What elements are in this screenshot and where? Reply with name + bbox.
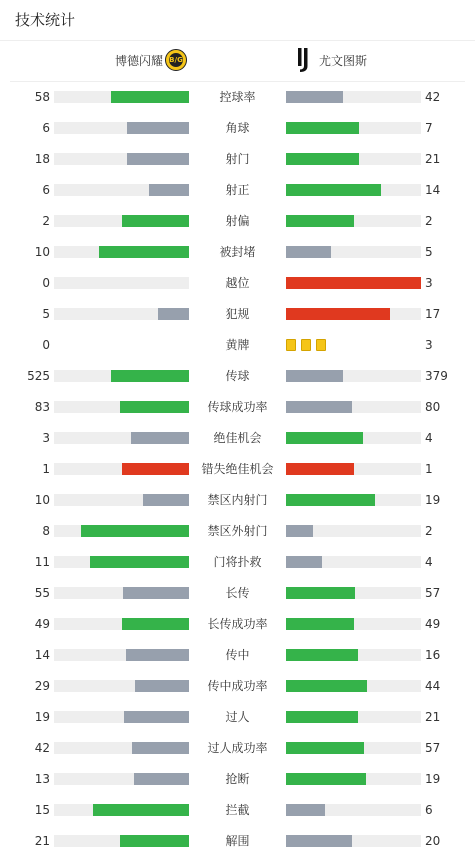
away-stat-bar bbox=[286, 773, 366, 785]
away-stat-bar bbox=[286, 432, 363, 444]
home-stat-bar bbox=[149, 184, 190, 196]
home-stat-bar-track bbox=[54, 215, 189, 227]
away-stat-value: 3 bbox=[425, 276, 433, 290]
stat-row bbox=[0, 392, 475, 423]
away-stat-value: 2 bbox=[425, 524, 433, 538]
home-stat-bar-track bbox=[54, 277, 189, 289]
away-stat-bar bbox=[286, 370, 343, 382]
away-stat-bar bbox=[286, 742, 364, 754]
home-stat-bar-track bbox=[54, 711, 189, 723]
away-stat-bar-track bbox=[286, 804, 421, 816]
away-stat-bar-track bbox=[286, 308, 421, 320]
away-stat-value: 6 bbox=[425, 803, 433, 817]
home-stat-bar bbox=[120, 401, 189, 413]
home-stat-bar bbox=[158, 308, 189, 320]
away-stat-bar-track bbox=[286, 742, 421, 754]
away-stat-value: 7 bbox=[425, 121, 433, 135]
home-stat-bar-track bbox=[54, 525, 189, 537]
stat-row bbox=[0, 516, 475, 547]
stat-row bbox=[0, 609, 475, 640]
stat-label: 抢断 bbox=[225, 772, 250, 786]
home-stat-value: 21 bbox=[34, 834, 50, 848]
away-team-logo-icon[interactable] bbox=[295, 47, 313, 73]
away-stat-value: 49 bbox=[425, 617, 441, 631]
stat-label: 射偏 bbox=[225, 214, 250, 228]
away-stat-bar bbox=[286, 308, 390, 320]
away-stat-bar-track bbox=[286, 680, 421, 692]
yellow-card-icon bbox=[316, 339, 326, 351]
home-stat-value: 525 bbox=[27, 369, 50, 383]
away-stat-bar bbox=[286, 246, 331, 258]
home-stat-bar bbox=[143, 494, 189, 506]
home-stat-bar-track bbox=[54, 494, 189, 506]
home-stat-value: 49 bbox=[34, 617, 50, 631]
away-stat-bar-track bbox=[286, 556, 421, 568]
home-stat-bar bbox=[124, 711, 189, 723]
home-stat-bar-track bbox=[54, 432, 189, 444]
stat-row bbox=[0, 423, 475, 454]
away-stat-bar-track bbox=[286, 277, 421, 289]
home-stat-bar-track bbox=[54, 556, 189, 568]
away-stat-value: 4 bbox=[425, 555, 433, 569]
home-stat-bar-track bbox=[54, 153, 189, 165]
home-stat-bar bbox=[120, 835, 189, 847]
home-stat-value: 6 bbox=[42, 183, 50, 197]
stat-label: 解围 bbox=[225, 834, 250, 848]
stat-row bbox=[0, 702, 475, 733]
home-stat-value: 83 bbox=[34, 400, 50, 414]
away-stat-value: 19 bbox=[425, 493, 441, 507]
stat-row bbox=[0, 640, 475, 671]
home-stat-value: 10 bbox=[34, 493, 50, 507]
home-stat-value: 19 bbox=[34, 710, 50, 724]
away-stat-value: 14 bbox=[425, 183, 441, 197]
away-stat-bar-track bbox=[286, 91, 421, 103]
stat-row bbox=[0, 361, 475, 392]
away-stat-bar bbox=[286, 277, 421, 289]
stat-row bbox=[0, 237, 475, 268]
stat-row bbox=[0, 175, 475, 206]
stat-label: 控球率 bbox=[219, 90, 256, 104]
home-stat-bar-track bbox=[54, 246, 189, 258]
stat-label: 传中成功率 bbox=[207, 679, 268, 693]
home-stat-bar-track bbox=[54, 742, 189, 754]
home-stat-value: 8 bbox=[42, 524, 50, 538]
stat-row bbox=[0, 795, 475, 826]
home-stat-bar bbox=[122, 618, 190, 630]
stat-row bbox=[0, 299, 475, 330]
away-stat-bar bbox=[286, 587, 355, 599]
away-stat-bar-track bbox=[286, 432, 421, 444]
home-stat-bar-track bbox=[54, 122, 189, 134]
home-stat-bar-track bbox=[54, 370, 189, 382]
stat-row bbox=[0, 113, 475, 144]
stat-row bbox=[0, 578, 475, 609]
home-stat-bar bbox=[122, 463, 190, 475]
away-stat-bar bbox=[286, 804, 325, 816]
stat-label: 禁区内射门 bbox=[207, 493, 268, 507]
away-cards bbox=[286, 339, 331, 351]
stat-row bbox=[0, 454, 475, 485]
home-stat-bar bbox=[127, 153, 189, 165]
home-stat-bar bbox=[111, 91, 189, 103]
home-stat-bar-track bbox=[54, 91, 189, 103]
stat-row bbox=[0, 547, 475, 578]
stat-label: 被封堵 bbox=[219, 245, 256, 259]
away-stat-bar bbox=[286, 556, 322, 568]
stat-label: 过人 bbox=[225, 710, 250, 724]
stat-row bbox=[0, 485, 475, 516]
stat-row bbox=[0, 82, 475, 113]
home-stat-value: 18 bbox=[34, 152, 50, 166]
away-stat-value: 379 bbox=[425, 369, 448, 383]
home-team-name[interactable]: 博德闪耀 bbox=[114, 54, 163, 68]
away-stat-value: 5 bbox=[425, 245, 433, 259]
home-stat-value: 15 bbox=[34, 803, 50, 817]
home-stat-value: 0 bbox=[42, 338, 50, 352]
stat-row bbox=[0, 206, 475, 237]
stat-label: 绝佳机会 bbox=[213, 431, 262, 445]
away-stat-value: 16 bbox=[425, 648, 441, 662]
home-stat-value: 0 bbox=[42, 276, 50, 290]
home-stat-bar-track bbox=[54, 835, 189, 847]
home-stat-value: 10 bbox=[34, 245, 50, 259]
home-stat-bar-track bbox=[54, 804, 189, 816]
stat-label: 传球 bbox=[225, 369, 250, 383]
stat-label: 拦截 bbox=[225, 803, 250, 817]
away-stat-bar-track bbox=[286, 401, 421, 413]
away-stat-bar-track bbox=[286, 618, 421, 630]
home-stat-bar bbox=[131, 432, 189, 444]
away-stat-value: 20 bbox=[425, 834, 441, 848]
home-stat-value: 29 bbox=[34, 679, 50, 693]
home-stat-value: 14 bbox=[34, 648, 50, 662]
away-stat-bar bbox=[286, 215, 354, 227]
stat-label: 黄牌 bbox=[225, 338, 250, 352]
away-stat-bar bbox=[286, 184, 381, 196]
away-stat-bar-track bbox=[286, 835, 421, 847]
home-stat-bar bbox=[135, 680, 189, 692]
stat-label: 射门 bbox=[225, 152, 250, 166]
stat-row bbox=[0, 144, 475, 175]
away-stat-value: 57 bbox=[425, 741, 441, 755]
home-stat-value: 11 bbox=[34, 555, 50, 569]
away-stat-bar-track bbox=[286, 153, 421, 165]
away-stat-value: 4 bbox=[425, 431, 433, 445]
away-stat-bar-track bbox=[286, 525, 421, 537]
away-stat-bar-track bbox=[286, 494, 421, 506]
home-stat-bar-track bbox=[54, 184, 189, 196]
home-stat-bar bbox=[126, 649, 189, 661]
home-stat-bar-track bbox=[54, 401, 189, 413]
home-stat-value: 1 bbox=[42, 462, 50, 476]
away-stat-value: 80 bbox=[425, 400, 441, 414]
away-stat-bar-track bbox=[286, 246, 421, 258]
away-team-name[interactable]: 尤文图斯 bbox=[319, 54, 368, 68]
away-stat-value: 42 bbox=[425, 90, 441, 104]
away-stat-bar-track bbox=[286, 215, 421, 227]
away-stat-bar bbox=[286, 835, 352, 847]
away-stat-bar bbox=[286, 680, 367, 692]
stat-row bbox=[0, 733, 475, 764]
stat-row bbox=[0, 268, 475, 299]
yellow-card-icon bbox=[286, 339, 296, 351]
home-stat-bar bbox=[111, 370, 189, 382]
away-stat-bar bbox=[286, 122, 359, 134]
yellow-card-icon bbox=[301, 339, 311, 351]
stat-label: 越位 bbox=[225, 276, 250, 290]
away-stat-bar-track bbox=[286, 711, 421, 723]
home-stat-bar bbox=[132, 742, 189, 754]
stat-label: 长传成功率 bbox=[207, 617, 268, 631]
home-stat-value: 5 bbox=[42, 307, 50, 321]
home-stat-value: 58 bbox=[34, 90, 50, 104]
away-stat-value: 21 bbox=[425, 710, 441, 724]
home-stat-bar-track bbox=[54, 773, 189, 785]
stat-row bbox=[0, 330, 475, 361]
away-stat-bar bbox=[286, 463, 354, 475]
home-stat-value: 2 bbox=[42, 214, 50, 228]
away-stat-bar bbox=[286, 711, 358, 723]
away-stat-bar-track bbox=[286, 184, 421, 196]
away-stat-bar bbox=[286, 618, 354, 630]
stat-label: 传中 bbox=[225, 648, 250, 662]
away-stat-bar bbox=[286, 494, 375, 506]
home-stat-bar-track bbox=[54, 463, 189, 475]
home-stat-bar-track bbox=[54, 587, 189, 599]
home-stat-bar bbox=[123, 587, 189, 599]
stat-label: 射正 bbox=[225, 183, 250, 197]
stat-label: 传球成功率 bbox=[207, 400, 268, 414]
away-stat-bar bbox=[286, 649, 358, 661]
away-stat-value: 3 bbox=[425, 338, 433, 352]
home-stat-bar bbox=[127, 122, 189, 134]
away-stat-bar-track bbox=[286, 773, 421, 785]
away-stat-bar bbox=[286, 153, 359, 165]
home-team-logo-icon[interactable] bbox=[165, 49, 187, 71]
home-stat-value: 3 bbox=[42, 431, 50, 445]
home-stat-bar-track bbox=[54, 308, 189, 320]
away-stat-bar bbox=[286, 91, 343, 103]
away-stat-value: 19 bbox=[425, 772, 441, 786]
away-stat-value: 2 bbox=[425, 214, 433, 228]
home-stat-value: 42 bbox=[34, 741, 50, 755]
stats-list bbox=[0, 82, 475, 857]
away-stat-bar-track bbox=[286, 370, 421, 382]
away-stat-bar-track bbox=[286, 587, 421, 599]
home-stat-bar bbox=[90, 556, 189, 568]
stat-label: 门将扑救 bbox=[213, 555, 262, 569]
stat-row bbox=[0, 671, 475, 702]
stat-row bbox=[0, 826, 475, 857]
away-stat-bar-track bbox=[286, 649, 421, 661]
stat-label: 错失绝佳机会 bbox=[201, 462, 274, 476]
home-stat-bar bbox=[122, 215, 190, 227]
stat-label: 犯规 bbox=[225, 307, 250, 321]
away-stat-bar bbox=[286, 401, 352, 413]
home-stat-bar-track bbox=[54, 649, 189, 661]
home-stat-value: 13 bbox=[34, 772, 50, 786]
stat-label: 长传 bbox=[225, 586, 250, 600]
away-stat-value: 1 bbox=[425, 462, 433, 476]
home-stat-bar bbox=[134, 773, 189, 785]
home-stat-bar bbox=[99, 246, 189, 258]
section-title: 技术统计 bbox=[15, 11, 76, 29]
away-stat-value: 21 bbox=[425, 152, 441, 166]
away-stat-value: 57 bbox=[425, 586, 441, 600]
teams-header bbox=[0, 41, 475, 81]
stat-row bbox=[0, 764, 475, 795]
home-stat-bar bbox=[81, 525, 189, 537]
away-stat-bar-track bbox=[286, 122, 421, 134]
home-stat-value: 55 bbox=[34, 586, 50, 600]
home-stat-bar bbox=[93, 804, 189, 816]
away-stat-bar bbox=[286, 525, 313, 537]
stat-label: 禁区外射门 bbox=[207, 524, 268, 538]
away-stat-value: 17 bbox=[425, 307, 441, 321]
home-stat-bar-track bbox=[54, 680, 189, 692]
away-stat-value: 44 bbox=[425, 679, 441, 693]
home-stat-value: 6 bbox=[42, 121, 50, 135]
away-stat-bar-track bbox=[286, 463, 421, 475]
home-stat-bar-track bbox=[54, 618, 189, 630]
home-team-logo-text: B/G bbox=[169, 53, 183, 67]
stat-label: 过人成功率 bbox=[207, 741, 268, 755]
stat-label: 角球 bbox=[225, 121, 250, 135]
